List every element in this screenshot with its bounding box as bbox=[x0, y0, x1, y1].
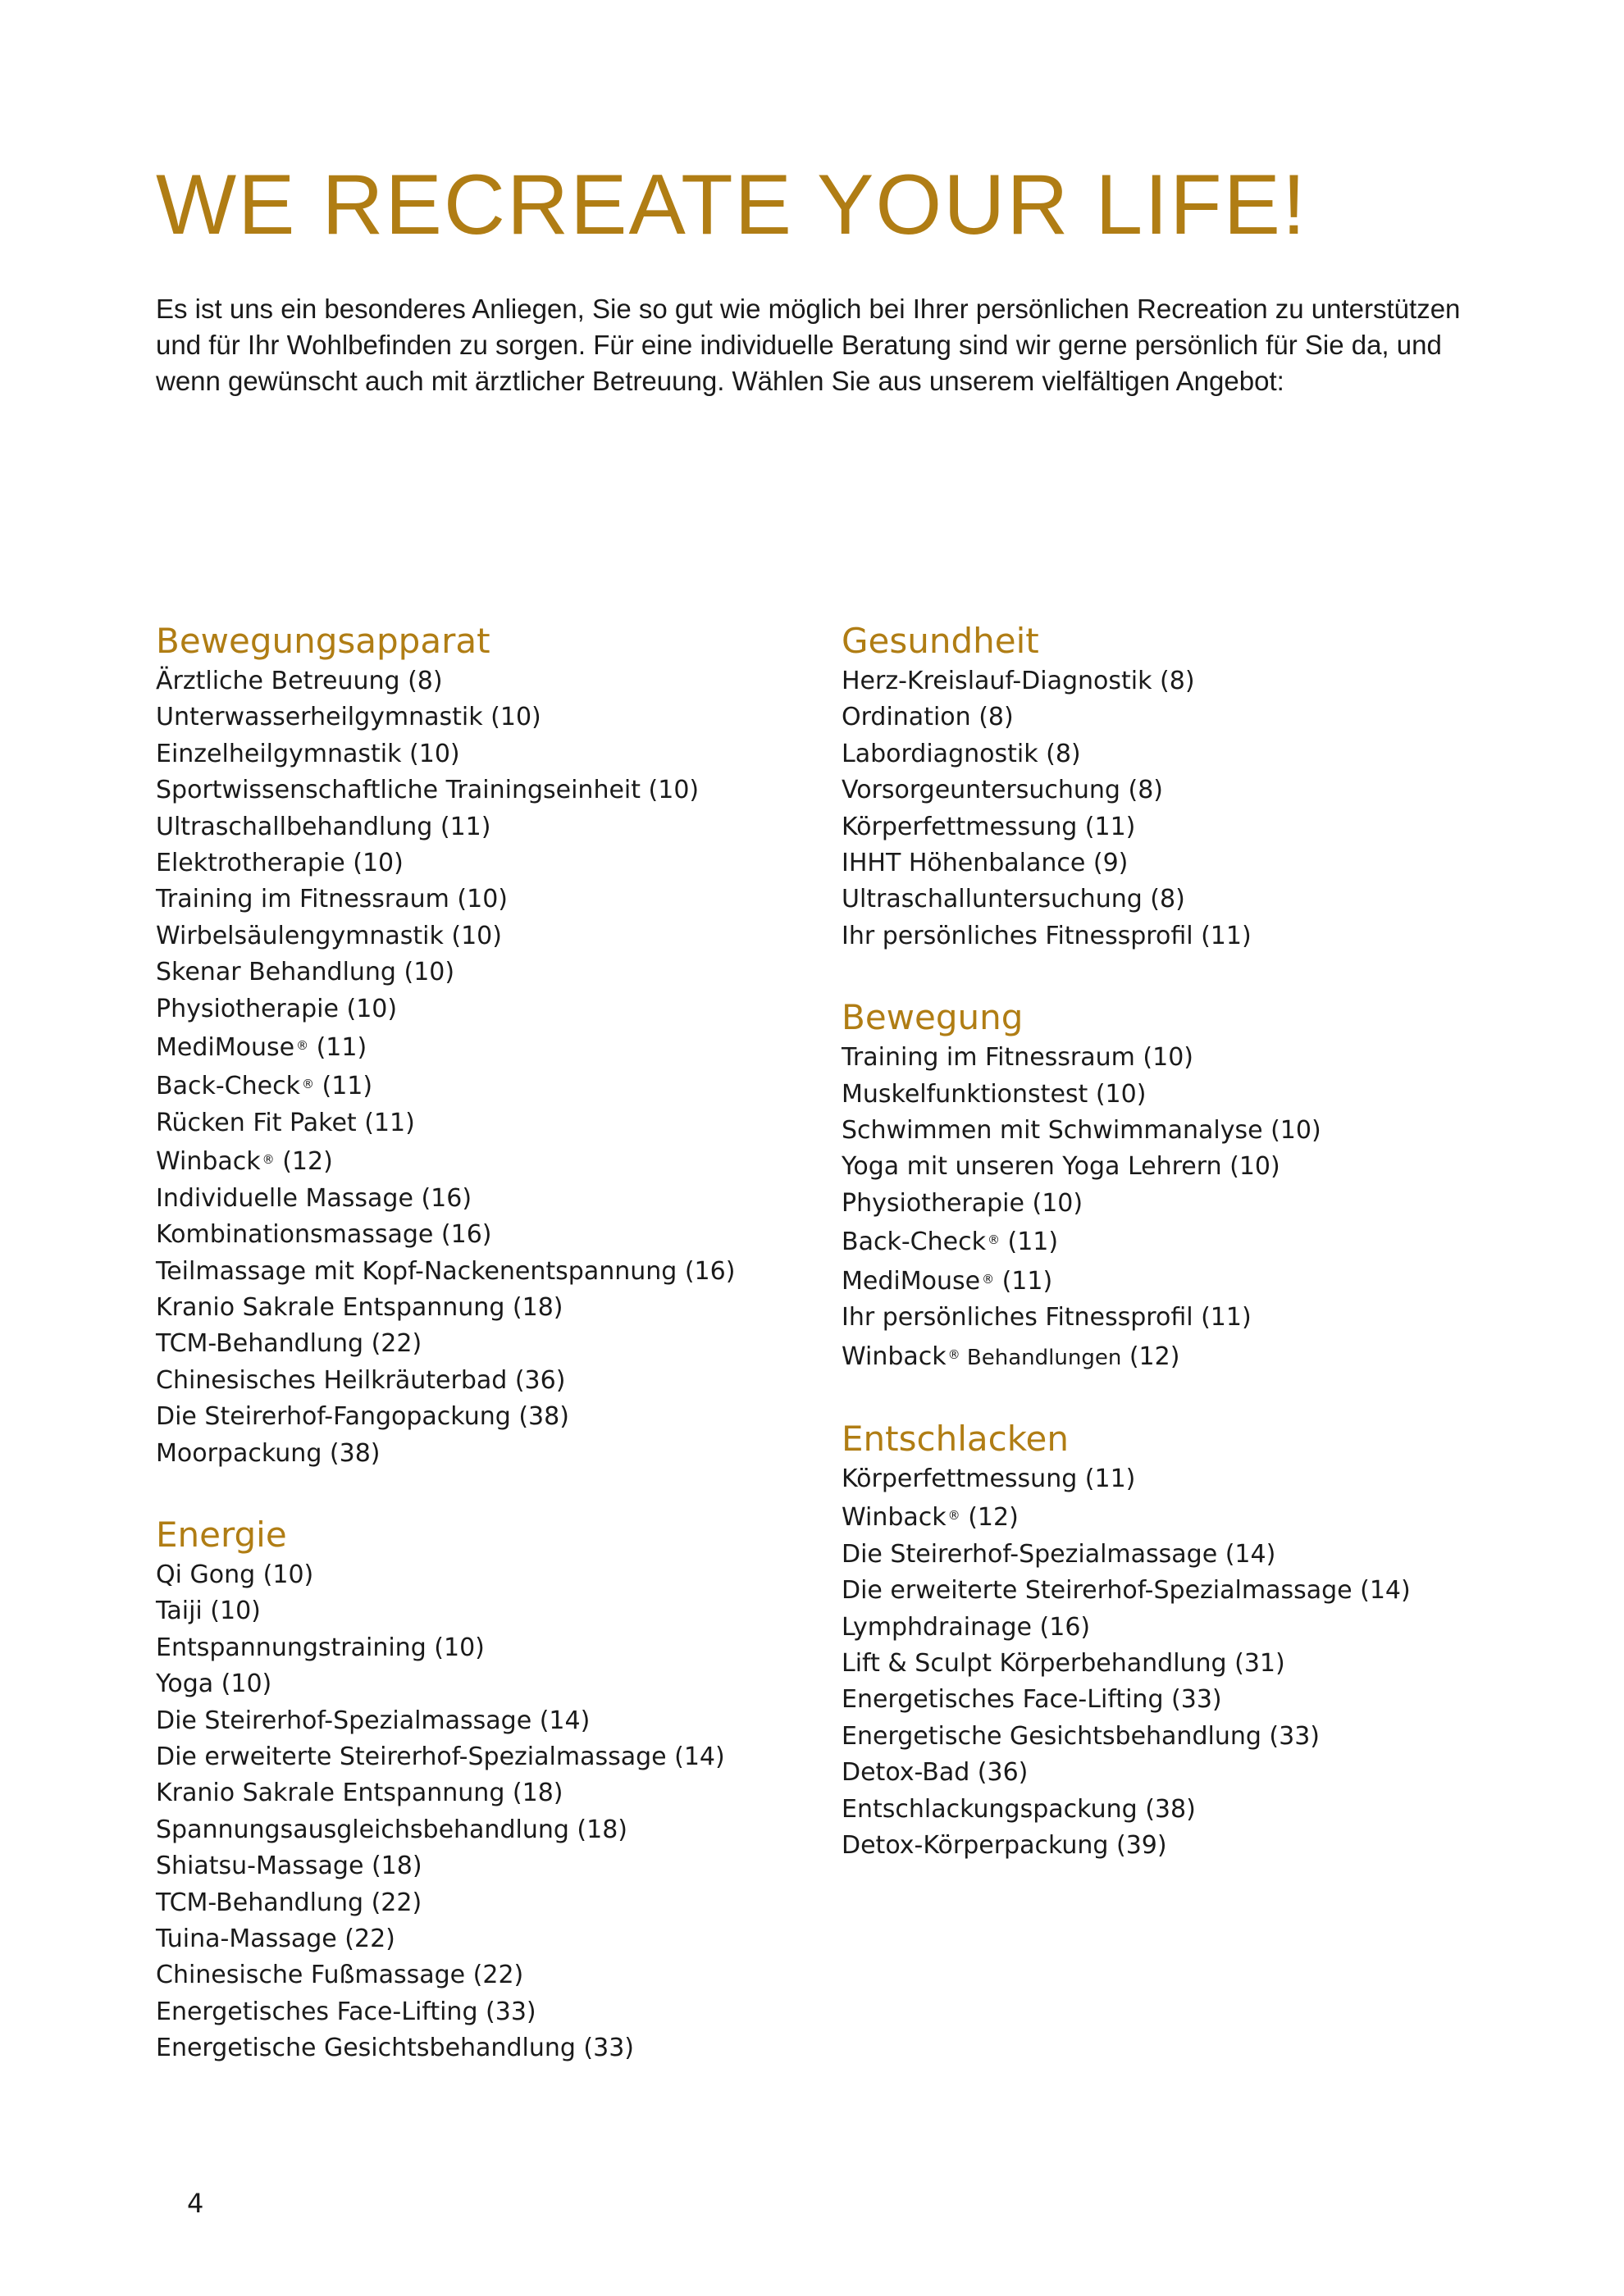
registered-mark: ® bbox=[301, 1077, 314, 1092]
registered-mark: ® bbox=[947, 1346, 960, 1362]
list-item: Taiji (10) bbox=[156, 1597, 261, 1626]
list-item: Energetische Gesichtsbehandlung (33) bbox=[842, 1721, 1321, 1751]
list-item: TCM-Behandlung (22) bbox=[156, 1888, 422, 1917]
list-item: Chinesisches Heilkräuterbad (36) bbox=[156, 1365, 566, 1395]
item-list bbox=[156, 1557, 812, 2067]
list-item bbox=[156, 1066, 812, 1105]
item-list bbox=[842, 1040, 1498, 1376]
section-bewegung bbox=[842, 995, 1498, 1376]
list-item: Detox-Körperpackung (39) bbox=[842, 1830, 1167, 1860]
item-name: MediMouse bbox=[156, 1033, 295, 1063]
item-page-ref: (11) bbox=[313, 1072, 373, 1101]
item-name: Back-Check bbox=[156, 1072, 300, 1101]
section-bewegungsapparat bbox=[156, 619, 812, 1472]
right-column bbox=[842, 619, 1498, 1905]
list-item: Training im Fitnessraum (10) bbox=[842, 1043, 1193, 1073]
list-item: Ultraschallbehandlung (11) bbox=[156, 812, 491, 841]
left-column bbox=[156, 619, 812, 2108]
list-item: Die Steirerhof-Spezialmassage (14) bbox=[842, 1539, 1276, 1569]
list-item bbox=[156, 1141, 812, 1180]
registered-mark: ® bbox=[296, 1038, 309, 1054]
item-name: Winback bbox=[842, 1503, 947, 1533]
item-page-ref: (12) bbox=[274, 1147, 333, 1177]
item-list bbox=[156, 663, 812, 1472]
list-item: Energetische Gesichtsbehandlung (33) bbox=[156, 2034, 635, 2063]
registered-mark: ® bbox=[982, 1271, 995, 1287]
list-item: Ordination (8) bbox=[842, 703, 1014, 732]
list-item: Herz-Kreislauf-Diagnostik (8) bbox=[842, 667, 1195, 695]
list-item: Entschlackungspackung (38) bbox=[842, 1794, 1196, 1824]
list-item: TCM-Behandlung (22) bbox=[156, 1329, 422, 1359]
section-title: Bewegungsapparat bbox=[156, 621, 490, 661]
list-item: Shiatsu-Massage (18) bbox=[156, 1852, 422, 1881]
list-item: Training im Fitnessraum (10) bbox=[156, 885, 508, 914]
list-item: Yoga mit unseren Yoga Lehrern (10) bbox=[842, 1152, 1280, 1182]
section-energie bbox=[156, 1513, 812, 2067]
item-suffix: Behandlungen bbox=[960, 1345, 1122, 1370]
list-item: Kombinationsmassage (16) bbox=[156, 1220, 492, 1250]
list-item: Lift & Sculpt Körperbehandlung (31) bbox=[842, 1648, 1285, 1678]
list-item: Kranio Sakrale Entspannung (18) bbox=[156, 1292, 563, 1322]
list-item: Ihr persönliches Fitnessprofil (11) bbox=[842, 921, 1252, 950]
list-item: Die erweiterte Steirerhof-Spezialmassage (14) bbox=[842, 1576, 1411, 1606]
list-item: Individuelle Massage (16) bbox=[156, 1183, 472, 1213]
list-item: Entspannungstraining (10) bbox=[156, 1633, 485, 1662]
list-item: Detox-Bad (36) bbox=[842, 1758, 1029, 1788]
section-entschlacken bbox=[842, 1417, 1498, 1864]
list-item: Energetisches Face-Lifting (33) bbox=[842, 1685, 1222, 1715]
list-item: Tuina-Massage (22) bbox=[156, 1925, 395, 1953]
list-item: Körperfettmessung (11) bbox=[842, 812, 1136, 841]
list-item: Yoga (10) bbox=[156, 1670, 272, 1699]
list-item bbox=[842, 1497, 1498, 1536]
list-item bbox=[842, 1261, 1498, 1300]
list-item: IHHT Höhenbalance (9) bbox=[842, 849, 1129, 878]
item-list bbox=[842, 663, 1498, 954]
list-item: Physiotherapie (10) bbox=[156, 994, 398, 1023]
list-item: Physiotherapie (10) bbox=[842, 1188, 1083, 1218]
item-name: Winback bbox=[156, 1147, 261, 1177]
section-title: Bewegung bbox=[842, 997, 1024, 1038]
section-title: Gesundheit bbox=[842, 621, 1039, 661]
list-item bbox=[156, 1027, 812, 1066]
list-item: Unterwasserheilgymnastik (10) bbox=[156, 703, 541, 732]
list-item: Labordiagnostik (8) bbox=[842, 739, 1081, 768]
list-item: Skenar Behandlung (10) bbox=[156, 958, 455, 987]
page-number: 4 bbox=[187, 2188, 204, 2219]
list-item: Spannungsausgleichsbehandlung (18) bbox=[156, 1815, 628, 1844]
page-headline: WE RECREATE YOUR LIFE! bbox=[156, 157, 1307, 253]
list-item: Qi Gong (10) bbox=[156, 1560, 314, 1589]
list-item: Ärztliche Betreuung (8) bbox=[156, 667, 443, 695]
list-item: Die Steirerhof-Spezialmassage (14) bbox=[156, 1706, 591, 1735]
item-page-ref: (11) bbox=[994, 1266, 1053, 1296]
item-page-ref: (11) bbox=[308, 1033, 367, 1063]
item-name: Back-Check bbox=[842, 1228, 986, 1257]
list-item: Muskelfunktionstest (10) bbox=[842, 1079, 1147, 1109]
list-item: Chinesische Fußmassage (22) bbox=[156, 1961, 524, 1990]
list-item: Vorsorgeuntersuchung (8) bbox=[842, 776, 1164, 805]
list-item: Elektrotherapie (10) bbox=[156, 849, 404, 878]
item-page-ref: (11) bbox=[999, 1228, 1059, 1257]
list-item: Sportwissenschaftliche Trainingseinheit (10) bbox=[156, 776, 700, 805]
list-item: Ihr persönliches Fitnessprofil (11) bbox=[842, 1303, 1252, 1332]
list-item: Körperfettmessung (11) bbox=[842, 1464, 1136, 1493]
list-item: Ultraschalluntersuchung (8) bbox=[842, 885, 1185, 914]
list-item: Kranio Sakrale Entspannung (18) bbox=[156, 1779, 563, 1808]
list-item: Lymphdrainage (16) bbox=[842, 1612, 1091, 1642]
list-item: Einzelheilgymnastik (10) bbox=[156, 739, 460, 768]
list-item: Moorpackung (38) bbox=[156, 1438, 381, 1468]
item-list bbox=[842, 1461, 1498, 1864]
item-page-ref: (12) bbox=[960, 1503, 1019, 1533]
registered-mark: ® bbox=[987, 1232, 1000, 1248]
list-item: Die Steirerhof-Fangopackung (38) bbox=[156, 1402, 569, 1432]
list-item bbox=[842, 1337, 1498, 1376]
item-name: MediMouse bbox=[842, 1266, 981, 1296]
intro-paragraph: Es ist uns ein besonderes Anliegen, Sie so gut wie möglich bei Ihrer persönlichen Recreation zu unterstützen und für Ihr Wohlbefinden zu sorgen. Für eine individuelle Beratung sind wir gerne persönlich für Sie da, und wenn gewünscht auch mit ärztlicher Betreuung. Wählen Sie aus unserem vielfältigen Angebot: bbox=[156, 294, 1461, 396]
list-item: Energetisches Face-Lifting (33) bbox=[156, 1997, 536, 2026]
section-gesundheit bbox=[842, 619, 1498, 954]
list-item: Die erweiterte Steirerhof-Spezialmassage (14) bbox=[156, 1742, 725, 1771]
list-item: Teilmassage mit Kopf-Nackenentspannung (16) bbox=[156, 1256, 736, 1286]
section-title: Energie bbox=[156, 1514, 287, 1555]
item-name: Winback bbox=[842, 1342, 947, 1371]
registered-mark: ® bbox=[947, 1508, 960, 1524]
section-title: Entschlacken bbox=[842, 1418, 1069, 1459]
list-item: Wirbelsäulengymnastik (10) bbox=[156, 921, 502, 950]
item-page-ref: (12) bbox=[1121, 1342, 1180, 1371]
registered-mark: ® bbox=[262, 1152, 275, 1168]
list-item bbox=[842, 1222, 1498, 1260]
list-item: Schwimmen mit Schwimmanalyse (10) bbox=[842, 1116, 1321, 1146]
list-item: Rücken Fit Paket (11) bbox=[156, 1108, 415, 1137]
